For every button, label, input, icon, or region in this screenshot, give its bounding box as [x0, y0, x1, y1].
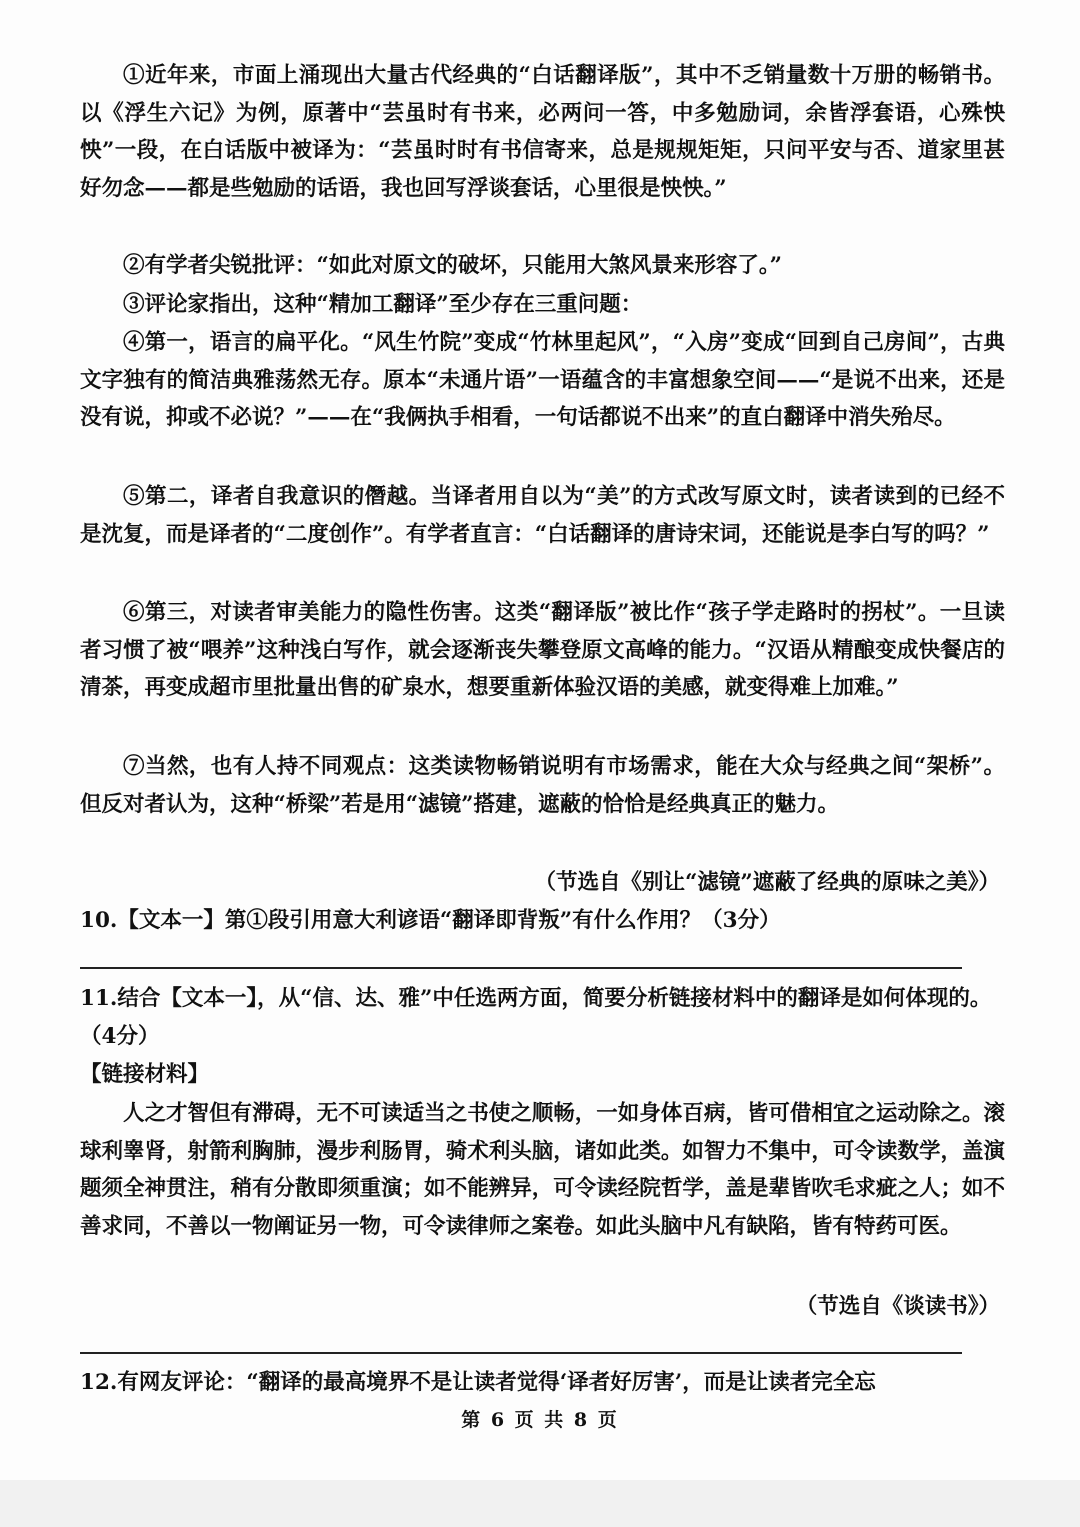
- question-10: 10.【文本一】第①段引用意大利谚语“翻译即背叛”有什么作用？（3分）: [80, 908, 781, 933]
- answer-line-q11[interactable]: [80, 1352, 962, 1354]
- paragraph-7: ⑦当然，也有人持不同观点：这类读物畅销说明有市场需求，能在大众与经典之间“架桥”。但反对者认为，这种“桥梁”若是用“滤镜”搭建，遮蔽的恰恰是经典真正的魅力。: [80, 754, 1005, 817]
- question-11: 11.结合【文本一】，从“信、达、雅”中任选两方面，简要分析链接材料中的翻译是如何体现的。（4分）: [80, 986, 992, 1049]
- answer-line-q10[interactable]: [80, 967, 962, 969]
- page-number: 第 6 页 共 8 页: [461, 1409, 619, 1431]
- paragraph-3: ③评论家指出，这种“精加工翻译”至少存在三重问题：: [123, 292, 643, 317]
- link-material-label: 【链接材料】: [80, 1062, 210, 1087]
- paragraph-5: ⑤第二，译者自我意识的僭越。当译者用自以为“美”的方式改写原文时，读者读到的已经不是沈复，而是译者的“二度创作”。有学者直言：“白话翻译的唐诗宋词，还能说是李白写的吗？”: [80, 484, 1005, 547]
- link-material-source: （节选自《谈读书》）: [795, 1294, 1000, 1319]
- scan-bottom-margin: [0, 1480, 1080, 1527]
- paragraph-1: ①近年来，市面上涌现出大量古代经典的“白话翻译版”，其中不乏销量数十万册的畅销书。以《浮生六记》为例，原著中“芸虽时有书来，必两问一答，中多勉励词，余皆浮套语，心殊怏怏”一段，在白话版中被译为：“芸虽时时有书信寄来，总是规规矩矩，只问平安与否、道家里甚好勿念——都是些勉励的话语，我也回写浮谈套话，心里很是怏怏。”: [80, 63, 1005, 202]
- paragraph-4: ④第一，语言的扁平化。“风生竹院”变成“竹林里起风”，“入房”变成“回到自己房间”，古典文字独有的简洁典雅荡然无存。原本“未通片语”一语蕴含的丰富想象空间——“是说不出来，还是没有说，抑或不必说？”——在“我俩执手相看，一句话都说不出来”的直白翻译中消失殆尽。: [80, 330, 1005, 431]
- paragraph-6: ⑥第三，对读者审美能力的隐性伤害。这类“翻译版”被比作“孩子学走路时的拐杖”。一旦读者习惯了被“喂养”这种浅白写作，就会逐渐丧失攀登原文高峰的能力。“汉语从精酿变成快餐店的清茶，再变成超市里批量出售的矿泉水，想要重新体验汉语的美感，就变得难上加难。”: [80, 600, 1005, 701]
- text-one-source: （节选自《别让“滤镜”遮蔽了经典的原味之美》）: [534, 870, 1000, 895]
- link-material-text: 人之才智但有滞碍，无不可读适当之书使之顺畅，一如身体百病，皆可借相宜之运动除之。滚球利睾肾，射箭利胸肺，漫步利肠胃，骑术利头脑，诸如此类。如智力不集中，可令读数学，盖演题须全神贯注，稍有分散即须重演；如不能辨异，可令读经院哲学，盖是辈皆吹毛求疵之人；如不善求同，不善以一物阐证另一物，可令读律师之案卷。如此头脑中凡有缺陷，皆有特药可医。: [80, 1101, 1005, 1240]
- paragraph-2: ②有学者尖锐批评：“如此对原文的破坏，只能用大煞风景来形容了。”: [123, 253, 782, 278]
- question-12: 12.有网友评论：“翻译的最高境界不是让读者觉得‘译者好厉害’，而是让读者完全忘: [80, 1370, 876, 1395]
